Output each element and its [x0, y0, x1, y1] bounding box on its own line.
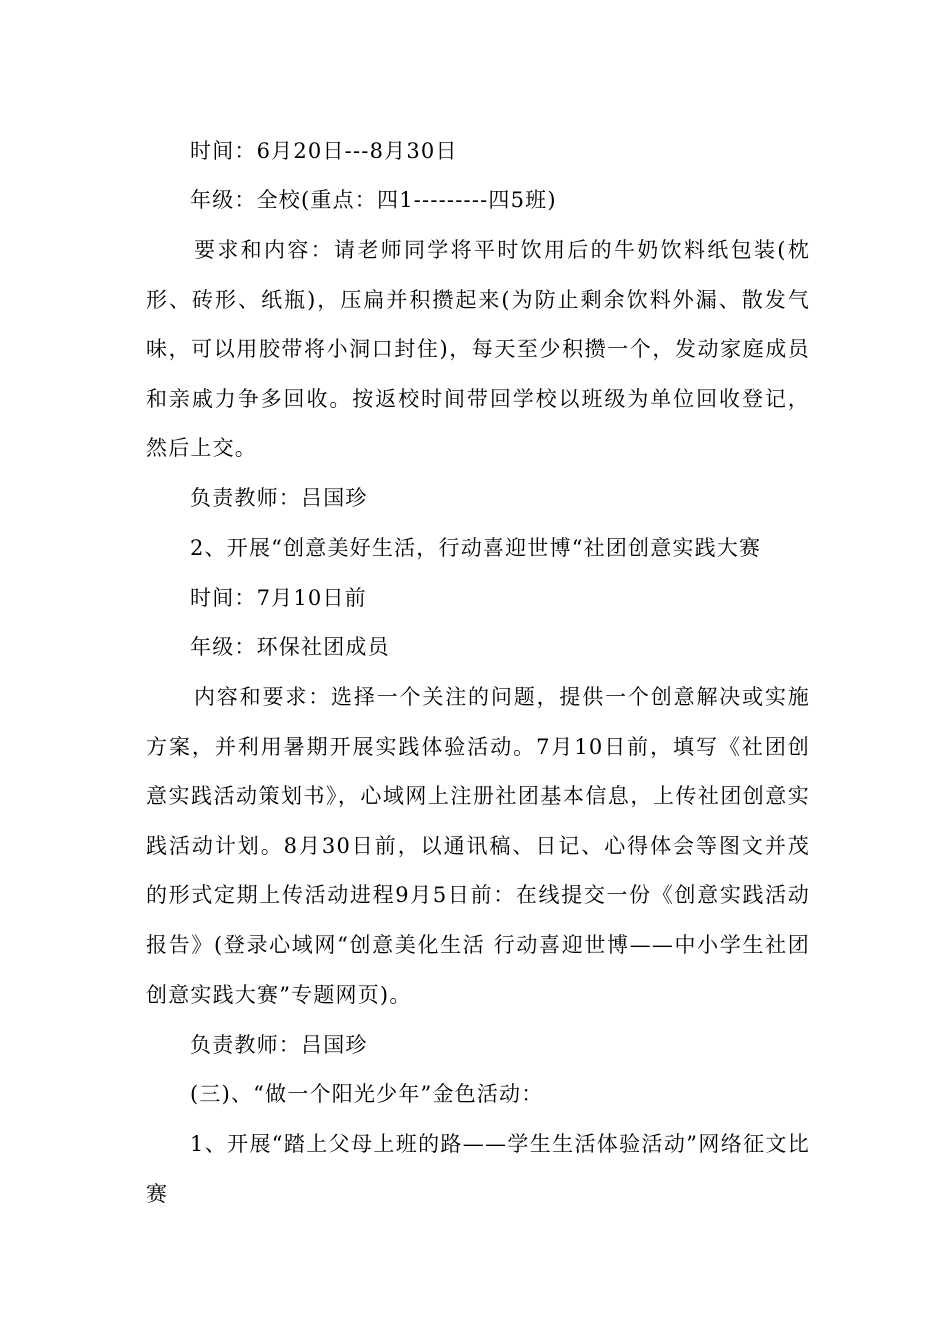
teacher-line-2: 负责教师：吕国珍	[190, 1033, 368, 1057]
teacher-line-1: 负责教师：吕国珍	[190, 486, 368, 510]
section-three-heading: (三)、“做一个阳光少年”金色活动：	[190, 1082, 544, 1106]
section-item-2-heading: 2、开展“创意美好生活，行动喜迎世博“社团创意实践大赛	[190, 536, 762, 560]
time-line-2: 时间：7月10日前	[190, 586, 367, 610]
requirements-paragraph-1: 要求和内容：请老师同学将平时饮用后的牛奶饮料纸包装(枕形、砖形、纸瓶)，压扁并积攒起来(为防止剩余饮料外漏、散发气味，可以用胶带将小洞口封住)，每天至少积攒一个，发动家庭成员和亲戚力争多回收。按返校时间带回学校以班级为单位回收登记，然后上交。	[146, 238, 810, 461]
time-line-1: 时间：6月20日---8月30日	[190, 139, 458, 163]
section-item-1-heading: 1、开展“踏上父母上班的路——学生生活体验活动”网络征文比赛	[146, 1132, 810, 1206]
requirements-paragraph-2: 内容和要求：选择一个关注的问题，提供一个创意解决或实施方案，并利用暑期开展实践体验活动。7月10日前，填写《社团创意实践活动策划书》，心域网上注册社团基本信息，上传社团创意实践活动计划。8月30日前，以通讯稿、日记、心得体会等图文并茂的形式定期上传活动进程9月5日前：在线提交一份《创意实践活动报告》(登录心域网“创意美化生活 行动喜迎世博——中小学生社团创意实践大赛”专题网页)。	[146, 685, 810, 1007]
grade-line-2: 年级：环保社团成员	[190, 635, 390, 659]
grade-line-1: 年级：全校(重点：四1---------四5班)	[190, 188, 557, 212]
